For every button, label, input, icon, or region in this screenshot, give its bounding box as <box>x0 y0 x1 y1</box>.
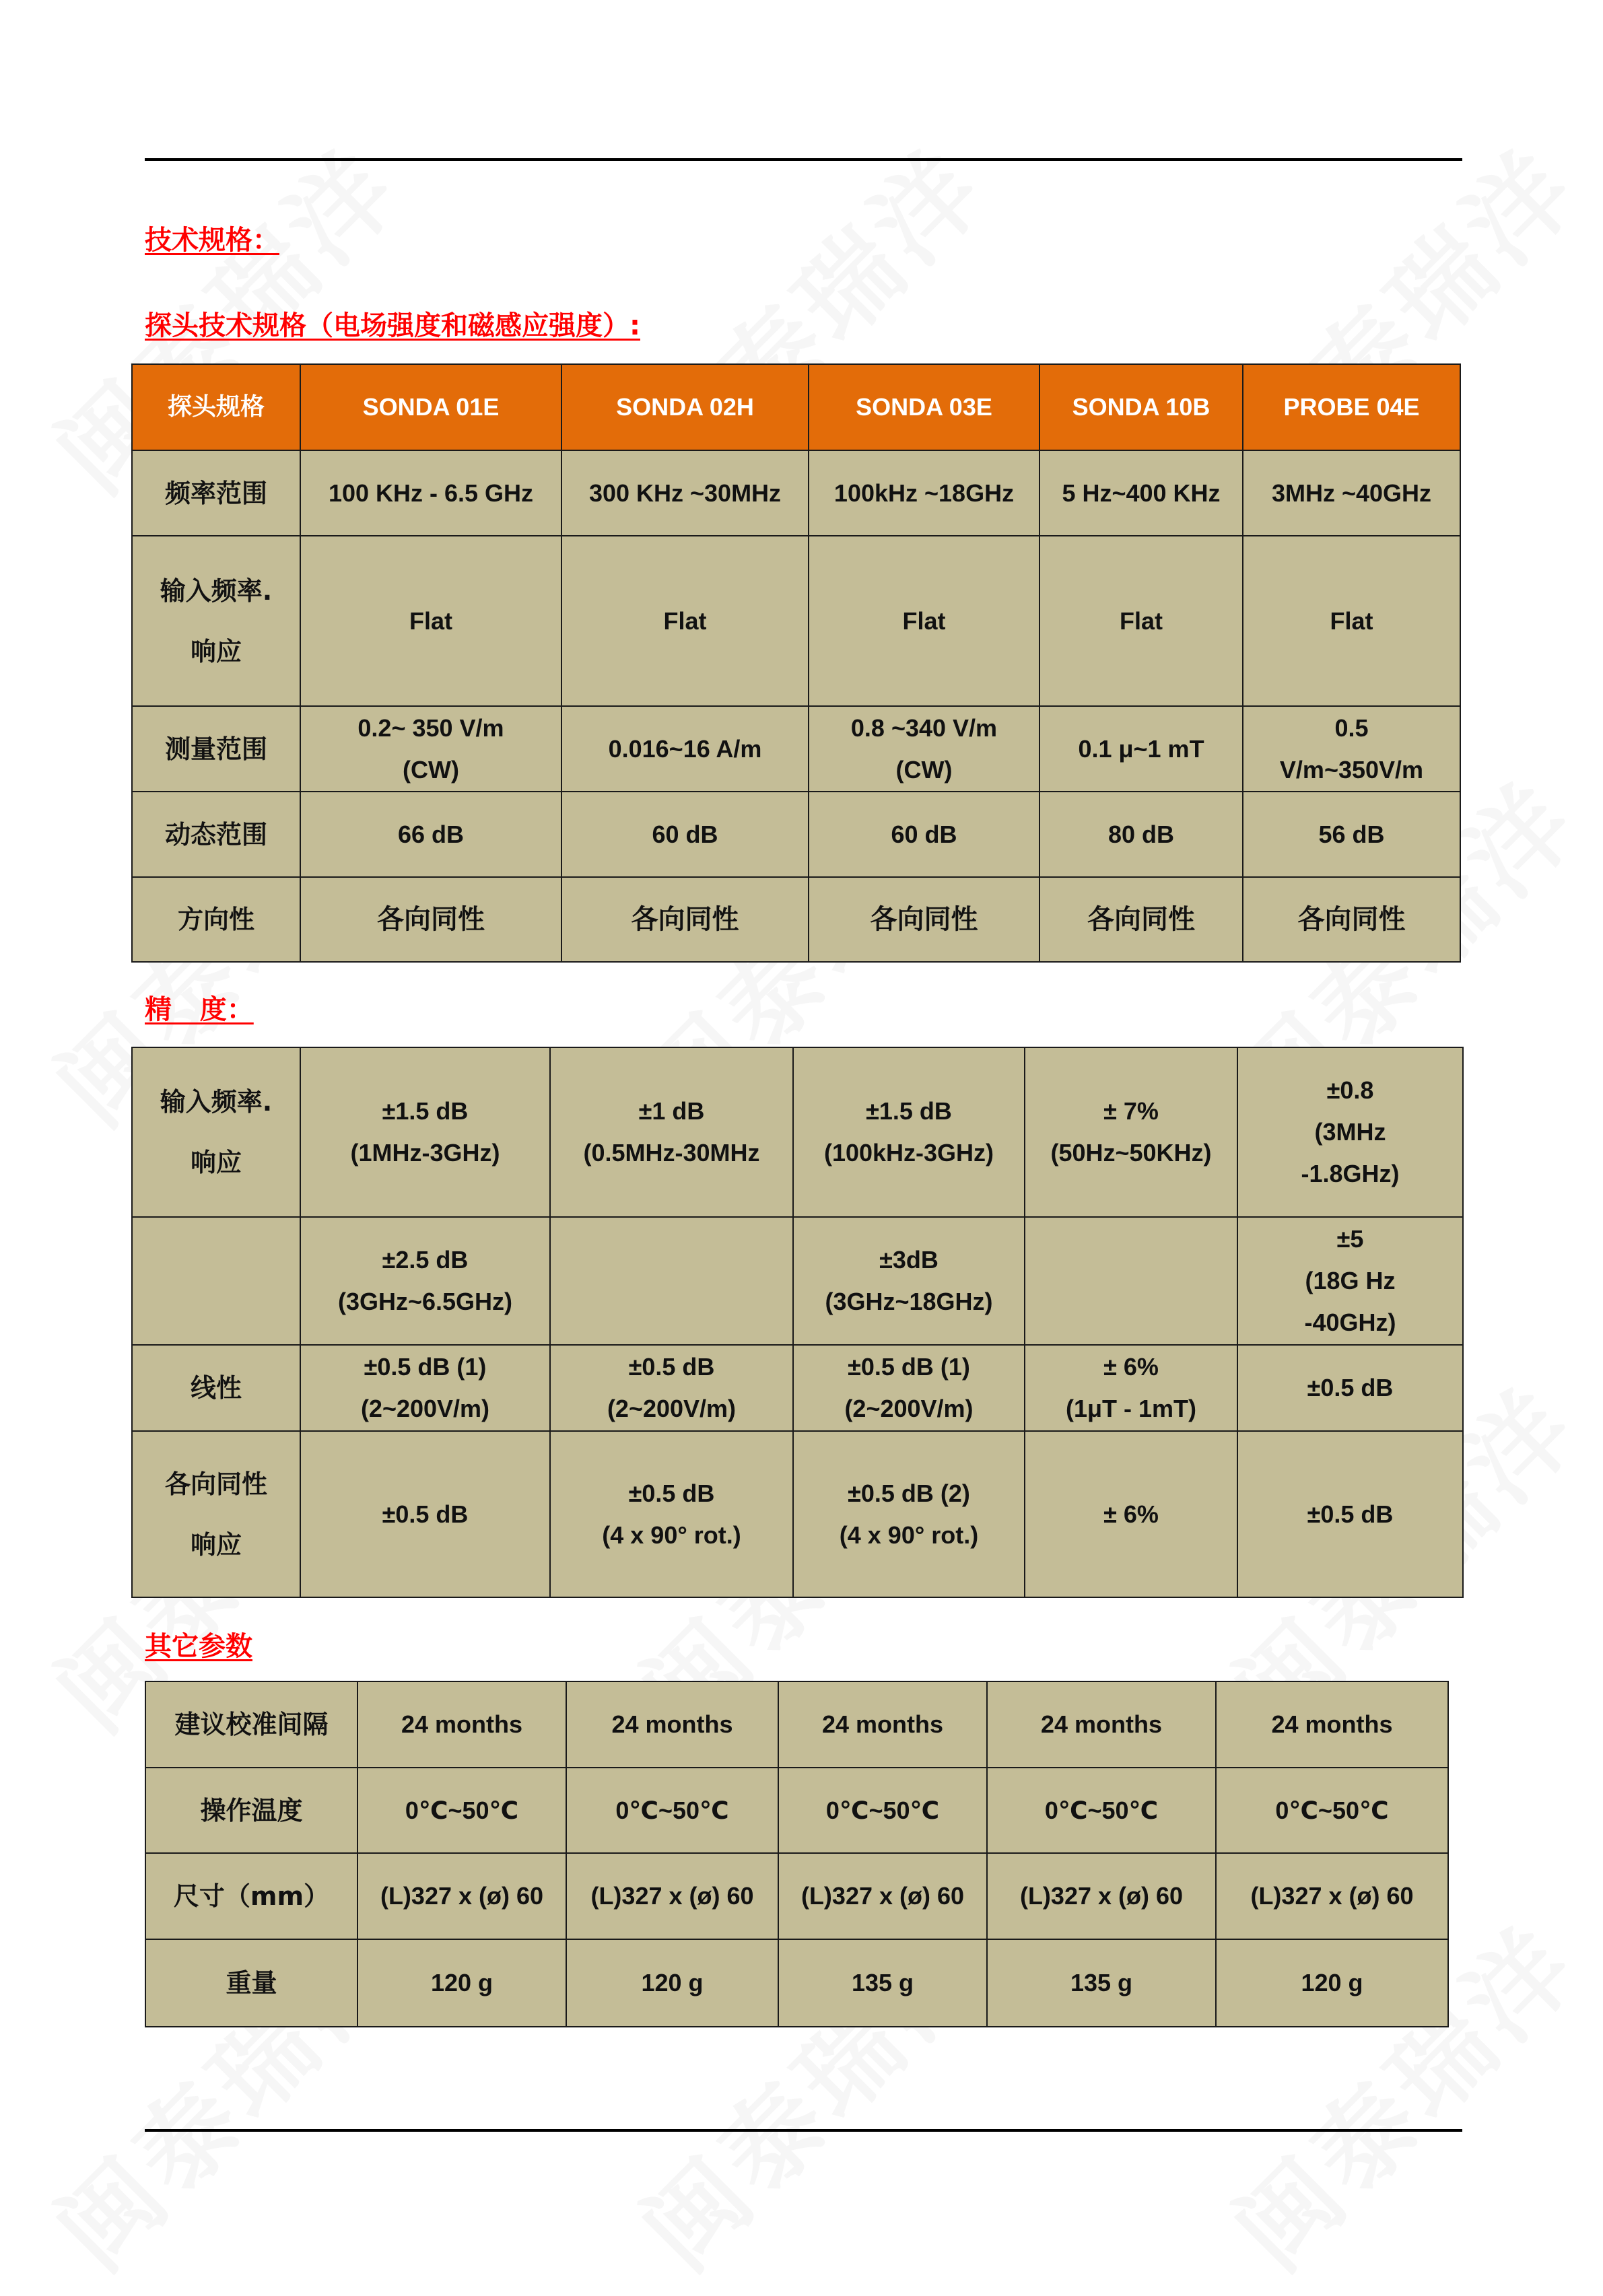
cell-text: 各向同性 <box>1297 904 1406 935</box>
value-cell <box>1025 1217 1237 1345</box>
cell-text: ± 6% <box>1103 1500 1159 1528</box>
cell-text: ±0.5 dB (2) <box>848 1479 970 1507</box>
value-cell <box>300 1217 550 1345</box>
cell-text: 66 dB <box>397 820 465 848</box>
cell-text: (1μT - 1mT) <box>1065 1395 1197 1422</box>
cell-text: ±0.5 dB <box>1307 1374 1394 1401</box>
cell-text: 80 dB <box>1107 820 1175 848</box>
cell-text: 24 months <box>1271 1710 1393 1738</box>
table-row <box>145 1768 1448 1853</box>
header-model-cell: SONDA 03E <box>809 364 1039 450</box>
cell-text: 操作温度 <box>200 1795 303 1825</box>
cell-text: 120 g <box>641 1969 704 1996</box>
cell-text: ±1 dB <box>638 1097 705 1125</box>
value-cell <box>1243 536 1460 706</box>
cell-text: 动态范围 <box>164 819 267 849</box>
cell-text: Flat <box>409 606 452 635</box>
value-cell <box>1216 1768 1448 1853</box>
value-cell <box>357 1768 566 1853</box>
cell-text: 0℃~50℃ <box>405 1796 519 1824</box>
value-cell <box>300 1345 550 1431</box>
cell-text: 135 g <box>851 1969 914 1996</box>
cell-text: (2~200V/m) <box>360 1395 490 1422</box>
cell-text: 60 dB <box>891 820 957 848</box>
cell-text: ±0.5 dB <box>382 1500 469 1528</box>
value-cell <box>778 1853 987 1939</box>
cell-text: ±0.8 <box>1326 1076 1374 1104</box>
probe-spec-table <box>131 363 1461 963</box>
value-cell <box>1216 1853 1448 1939</box>
cell-text: ±0.5 dB (1) <box>364 1353 487 1381</box>
value-cell <box>357 1853 566 1939</box>
value-cell <box>300 706 561 792</box>
cell-text: 线性 <box>190 1373 242 1403</box>
value-cell <box>566 1939 778 2027</box>
cell-text: 输入频率. <box>160 1087 273 1117</box>
row-label-cell <box>132 1345 300 1431</box>
cell-text: (3GHz~6.5GHz) <box>337 1288 513 1315</box>
cell-text: Flat <box>1119 606 1163 635</box>
value-cell <box>1237 1047 1463 1217</box>
row-label-cell <box>132 1217 300 1345</box>
cell-text: ± 7% <box>1103 1097 1159 1125</box>
value-cell <box>1237 1345 1463 1431</box>
table-row <box>132 1345 1463 1431</box>
cell-text: 方向性 <box>177 905 254 934</box>
cell-text: 各向同性 <box>631 904 739 935</box>
cell-text: (L)327 x (ø) 60 <box>800 1882 965 1910</box>
table-row <box>132 450 1460 536</box>
cell-text: (50Hz~50KHz) <box>1050 1139 1212 1167</box>
row-label-cell <box>145 1853 357 1939</box>
cell-text: 响应 <box>190 1148 242 1177</box>
header-label-cell: 探头规格 <box>132 364 300 450</box>
cell-text: 各向同性 <box>377 904 485 935</box>
cell-text: ±5 <box>1336 1225 1364 1253</box>
value-cell <box>1237 1431 1463 1597</box>
cell-text: 各向同性 <box>1087 904 1195 935</box>
value-cell <box>1243 792 1460 877</box>
value-cell <box>300 1431 550 1597</box>
value-cell <box>1025 1431 1237 1597</box>
cell-text: (100kHz-3GHz) <box>823 1139 994 1167</box>
table-row <box>145 1939 1448 2027</box>
value-cell <box>1025 1047 1237 1217</box>
cell-text: ± 6% <box>1103 1353 1159 1381</box>
value-cell <box>809 450 1039 536</box>
cell-text: 0.8 ~340 V/m <box>850 714 998 742</box>
cell-text: 100 KHz - 6.5 GHz <box>328 479 534 507</box>
value-cell <box>550 1047 793 1217</box>
cell-text: 尺寸（mm） <box>173 1881 330 1911</box>
value-cell <box>561 706 809 792</box>
cell-text: V/m~350V/m <box>1279 755 1424 784</box>
cell-text: (2~200V/m) <box>607 1395 737 1422</box>
table-row <box>145 1681 1448 1768</box>
row-label-cell <box>145 1681 357 1768</box>
cell-text: 120 g <box>430 1969 493 1996</box>
cell-text: -1.8GHz) <box>1301 1160 1400 1187</box>
value-cell <box>1243 706 1460 792</box>
cell-text: 24 months <box>611 1710 733 1738</box>
value-cell <box>1039 792 1243 877</box>
cell-text: ±2.5 dB <box>382 1246 469 1274</box>
cell-text: ±0.5 dB <box>1307 1500 1394 1528</box>
cell-text: (3GHz~18GHz) <box>825 1288 993 1315</box>
value-cell <box>1243 450 1460 536</box>
value-cell <box>566 1853 778 1939</box>
cell-text: 3MHz ~40GHz <box>1271 479 1432 507</box>
value-cell <box>1025 1345 1237 1431</box>
cell-text: (2~200V/m) <box>844 1395 974 1422</box>
cell-text: (3MHz <box>1314 1118 1386 1146</box>
cell-text: ±1.5 dB <box>382 1097 469 1125</box>
value-cell <box>987 1768 1216 1853</box>
table-header-row <box>132 364 1460 450</box>
value-cell <box>357 1939 566 2027</box>
value-cell <box>300 450 561 536</box>
other-params-table <box>145 1681 1449 2027</box>
value-cell <box>300 1047 550 1217</box>
cell-text: 响应 <box>190 636 242 666</box>
cell-text: (4 x 90° rot.) <box>839 1521 979 1549</box>
row-label-cell <box>132 706 300 792</box>
value-cell <box>1039 877 1243 962</box>
table-row <box>132 706 1460 792</box>
cell-text: (L)327 x (ø) 60 <box>590 1882 754 1910</box>
cell-text: (1MHz-3GHz) <box>350 1139 500 1167</box>
row-label-cell <box>132 1431 300 1597</box>
cell-text: Flat <box>902 606 946 635</box>
cell-text: Flat <box>663 606 707 635</box>
cell-text: 各向同性 <box>870 904 978 935</box>
row-label-cell <box>132 450 300 536</box>
row-label-cell <box>145 1939 357 2027</box>
row-label-cell <box>132 877 300 962</box>
cell-text: 60 dB <box>652 820 718 848</box>
cell-text: ±1.5 dB <box>866 1097 952 1125</box>
value-cell <box>300 536 561 706</box>
value-cell <box>778 1939 987 2027</box>
cell-text: 24 months <box>401 1710 523 1738</box>
cell-text: 0.2~ 350 V/m <box>357 714 504 742</box>
heading-probe-spec: 探头技术规格（电场强度和磁感应强度）: <box>145 310 640 341</box>
value-cell <box>1243 877 1460 962</box>
cell-text: 24 months <box>1040 1710 1163 1738</box>
table-row <box>132 877 1460 962</box>
value-cell <box>1039 706 1243 792</box>
cell-text: 0℃~50℃ <box>1044 1796 1159 1824</box>
value-cell <box>987 1939 1216 2027</box>
header-model-cell: SONDA 10B <box>1039 364 1243 450</box>
cell-text: ±3dB <box>879 1246 939 1274</box>
value-cell <box>566 1768 778 1853</box>
table-row <box>132 536 1460 706</box>
cell-text: 0℃~50℃ <box>825 1796 940 1824</box>
value-cell <box>1039 450 1243 536</box>
cell-text: (0.5MHz-30MHz <box>583 1139 760 1167</box>
cell-text: 5 Hz~400 KHz <box>1062 479 1221 507</box>
cell-text: 24 months <box>821 1710 944 1738</box>
heading-other-params: 其它参数 <box>145 1631 252 1662</box>
value-cell <box>987 1853 1216 1939</box>
value-cell <box>300 792 561 877</box>
cell-text: 0.1 μ~1 mT <box>1078 734 1204 763</box>
row-label-cell <box>132 536 300 706</box>
value-cell <box>809 877 1039 962</box>
cell-text: 135 g <box>1070 1969 1133 1996</box>
cell-text: Flat <box>1330 606 1373 635</box>
value-cell <box>987 1681 1216 1768</box>
header-model-cell: PROBE 04E <box>1243 364 1460 450</box>
cell-text: (18G Hz <box>1305 1267 1396 1294</box>
value-cell <box>793 1345 1025 1431</box>
cell-text: 响应 <box>190 1529 242 1560</box>
cell-text: 0.5 <box>1334 714 1369 742</box>
cell-text: (L)327 x (ø) 60 <box>1250 1882 1414 1910</box>
value-cell <box>550 1217 793 1345</box>
cell-text: ±0.5 dB <box>628 1479 715 1507</box>
cell-text: 0.016~16 A/m <box>608 734 762 763</box>
table-row <box>145 1853 1448 1939</box>
cell-text: (CW) <box>895 755 953 784</box>
value-cell <box>561 536 809 706</box>
cell-text: 频率范围 <box>164 478 267 508</box>
row-label-cell <box>132 1047 300 1217</box>
value-cell <box>566 1681 778 1768</box>
header-model-cell: SONDA 02H <box>561 364 809 450</box>
cell-text: 120 g <box>1301 1969 1363 1996</box>
cell-text: 测量范围 <box>164 734 267 764</box>
value-cell <box>793 1217 1025 1345</box>
value-cell <box>778 1681 987 1768</box>
value-cell <box>300 877 561 962</box>
heading-accuracy: 精 度： <box>145 994 254 1025</box>
accuracy-table <box>131 1047 1464 1598</box>
cell-text: ±0.5 dB (1) <box>848 1353 970 1381</box>
cell-text: 输入频率. <box>160 576 273 606</box>
footer-rule <box>145 2129 1462 2132</box>
cell-text: (L)327 x (ø) 60 <box>1019 1882 1184 1910</box>
header-rule <box>145 158 1462 161</box>
table-row <box>132 1047 1463 1217</box>
value-cell <box>1237 1217 1463 1345</box>
row-label-cell <box>132 792 300 877</box>
heading-tech-spec: 技术规格： <box>145 225 279 256</box>
cell-text: (4 x 90° rot.) <box>602 1521 741 1549</box>
row-label-cell <box>145 1768 357 1853</box>
table-row <box>132 1217 1463 1345</box>
value-cell <box>550 1431 793 1597</box>
value-cell <box>793 1431 1025 1597</box>
value-cell <box>809 706 1039 792</box>
value-cell <box>357 1681 566 1768</box>
cell-text: ±0.5 dB <box>628 1353 715 1381</box>
value-cell <box>809 792 1039 877</box>
cell-text: 0℃~50℃ <box>1275 1796 1389 1824</box>
value-cell <box>561 877 809 962</box>
table-row <box>132 1431 1463 1597</box>
cell-text: 各向同性 <box>164 1469 267 1499</box>
value-cell <box>778 1768 987 1853</box>
cell-text: 0℃~50℃ <box>615 1796 729 1824</box>
value-cell <box>1039 536 1243 706</box>
cell-text: 100kHz ~18GHz <box>833 479 1015 507</box>
cell-text: 重量 <box>226 1968 277 1998</box>
value-cell <box>793 1047 1025 1217</box>
cell-text: 建议校准间隔 <box>174 1710 329 1739</box>
value-cell <box>550 1345 793 1431</box>
value-cell <box>561 792 809 877</box>
value-cell <box>809 536 1039 706</box>
header-model-cell: SONDA 01E <box>300 364 561 450</box>
table-row <box>132 792 1460 877</box>
cell-text: 300 KHz ~30MHz <box>588 479 782 507</box>
cell-text: 56 dB <box>1318 820 1385 848</box>
cell-text: -40GHz) <box>1304 1309 1396 1336</box>
value-cell <box>561 450 809 536</box>
value-cell <box>1216 1681 1448 1768</box>
cell-text: (L)327 x (ø) 60 <box>380 1882 544 1910</box>
value-cell <box>1216 1939 1448 2027</box>
cell-text: (CW) <box>403 755 459 784</box>
